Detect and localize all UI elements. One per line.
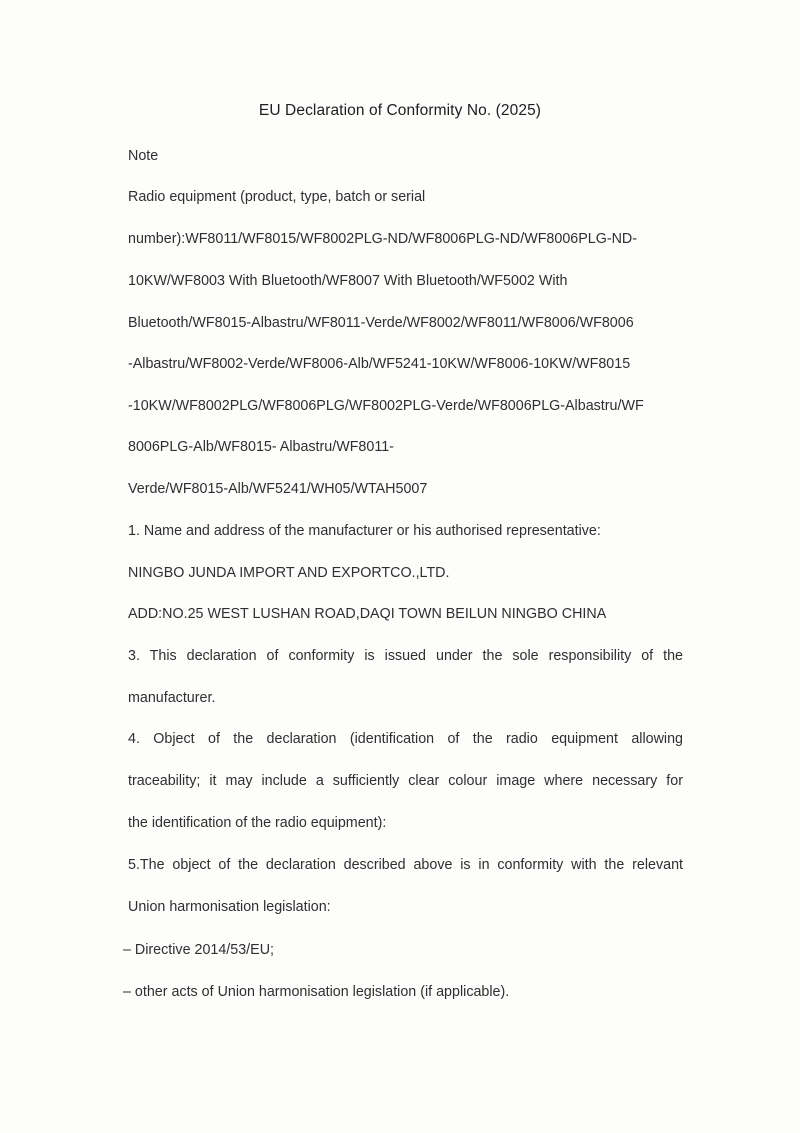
item-3-line: manufacturer. <box>128 690 216 706</box>
radio-equipment-line: number):WF8011/WF8015/WF8002PLG-ND/WF8006PLG-ND/WF8006PLG-ND- <box>128 231 638 247</box>
item-5-line: 5.The object of the declaration described above is in conformity with the relevant <box>128 857 683 873</box>
radio-equipment-line: Verde/WF8015-Alb/WF5241/WH05/WTAH5007 <box>128 481 428 497</box>
item-4-line: the identification of the radio equipment): <box>128 815 387 831</box>
item-1-heading: 1. Name and address of the manufacturer or his authorised representative: <box>128 523 601 539</box>
item-4-line: 4. Object of the declaration (identification of the radio equipment allowing <box>128 731 683 747</box>
bullet-directive: – Directive 2014/53/EU; <box>123 942 274 958</box>
radio-equipment-line: 10KW/WF8003 With Bluetooth/WF8007 With Bluetooth/WF5002 With <box>128 273 568 289</box>
radio-equipment-line: -10KW/WF8002PLG/WF8006PLG/WF8002PLG-Verde/WF8006PLG-Albastru/WF <box>128 398 644 414</box>
radio-equipment-line: Radio equipment (product, type, batch or serial <box>128 189 426 205</box>
bullet-other-acts: – other acts of Union harmonisation legislation (if applicable). <box>123 984 510 1000</box>
radio-equipment-line: 8006PLG-Alb/WF8015- Albastru/WF8011- <box>128 439 394 455</box>
item-4-line: traceability; it may include a sufficiently clear colour image where necessary for <box>128 773 683 789</box>
note-label: Note <box>128 148 159 164</box>
radio-equipment-line: Bluetooth/WF8015-Albastru/WF8011-Verde/WF8002/WF8011/WF8006/WF8006 <box>128 315 634 331</box>
manufacturer-address: ADD:NO.25 WEST LUSHAN ROAD,DAQI TOWN BEILUN NINGBO CHINA <box>128 606 607 622</box>
document-title: EU Declaration of Conformity No. (2025) <box>258 102 542 119</box>
item-3-line: 3. This declaration of conformity is issued under the sole responsibility of the <box>128 648 683 664</box>
manufacturer-name: NINGBO JUNDA IMPORT AND EXPORTCO.,LTD. <box>128 565 450 581</box>
item-5-line: Union harmonisation legislation: <box>128 899 331 915</box>
radio-equipment-line: -Albastru/WF8002-Verde/WF8006-Alb/WF5241-10KW/WF8006-10KW/WF8015 <box>128 356 631 372</box>
